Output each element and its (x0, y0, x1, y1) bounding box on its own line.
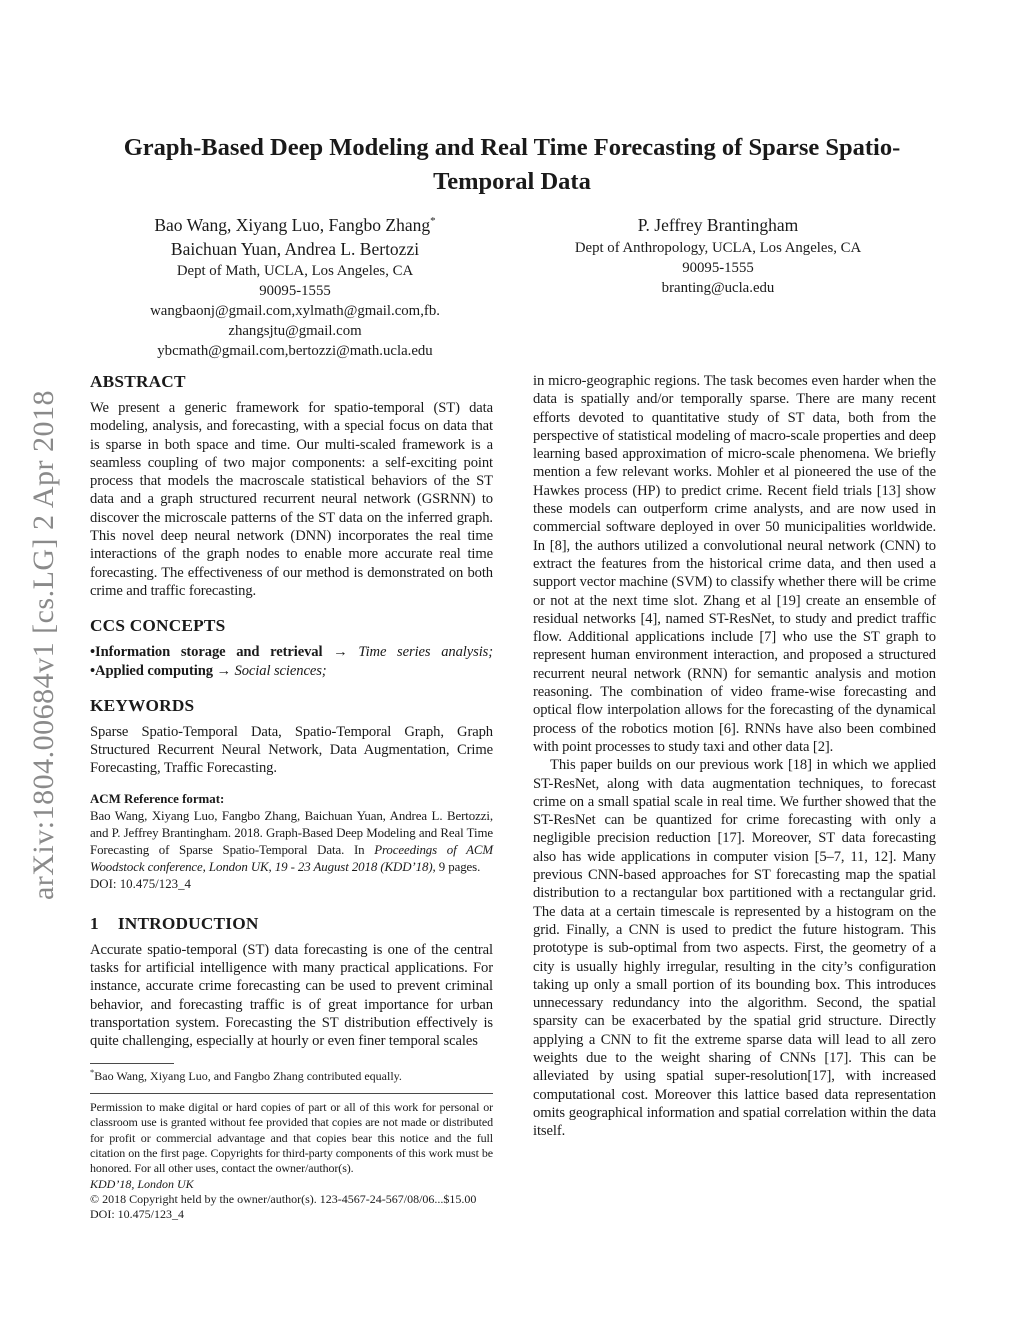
author-block-left (90, 214, 500, 361)
introduction-number: 1 (90, 913, 99, 933)
ccs-arrow-1: → (322, 644, 359, 661)
introduction-paragraph: Accurate spatio-temporal (ST) data forecasting is one of the central tasks for artificial intelligence with many practical applications. For instance, accurate crime forecasting can be used to prevent criminal behavior, and forecasting traffic is of great importance for urban transportation system. Forecasting the ST distribution effectively is quite challenging, especially at hourly or even finer temporal scales (90, 941, 493, 1050)
permission-notice: Permission to make digital or hard copies of part or all of this work for personal or classroom use is granted without fee provided that copies are not made or distributed for profit or commercial advantage and that copies bear this notice and the full citation on the first page. Copyrights for third-party components of this work must be honored. For all other uses, contact the owner/author(s). (90, 1100, 493, 1176)
ccs-topic-1: Time series analysis; (358, 644, 494, 661)
author-names-line2: Baichuan Yuan, Andrea L. Bertozzi (170, 238, 420, 259)
ccs-topic-2: Social sciences; (234, 662, 327, 679)
footnote-rule (90, 1063, 174, 1064)
author-section (90, 214, 936, 361)
ccs-bullet-1: • (90, 644, 96, 661)
author-contrib-asterisk: * (430, 215, 436, 228)
author-email-line1: wangbaonj@gmail.com,xylmath@gmail.com,fb. (150, 303, 440, 319)
body-paragraph-2: This paper builds on our previous work [18] in which we applied ST-ResNet, along with data augmentation techniques, to forecast crime on a small spatial scale in real time. We further showed that the ST-ResNet can be quantized for crime forecasting with only a negligible precision reduction [17]. Moreover, ST data forecasting also has wide applications in computer vision [5–7, 11, 12]. Many previous CNN-based approaches for ST forecasting map the spatial distribution to a rectangular box partitioned with a rectangular grid. The data at a certain timescale is represented by a histogram on the grid. Finally, a CNN is used to predict the future histogram. This prototype is sub-optimal from two aspects. First, the geometry of a city is usually highly irregular, resulting in the city’s configuration taking up only a small portion of its bounding box. This introduces unnecessary redundancy into the algorithm. Second, the spatial sparsity can be exacerbated by the spatial grid structure. Directly applying a CNN to fit the extreme sparse data will lead to all zero weights due to the weight sharing of CNNs [17]. This can be alleviated by using spatial super-resolution[17], with increased computational cost. Moreover this lattice based data representation omits geographical information and spatial correlation within the data itself. (533, 757, 936, 1140)
two-column-body (90, 372, 936, 1222)
author-email-line2: zhangsjtu@gmail.com (228, 323, 362, 339)
author-email-line3: ybcmath@gmail.com,bertozzi@math.ucla.edu (157, 343, 433, 359)
paper-title (0, 131, 1024, 199)
ccs-arrow-2: → (212, 662, 235, 679)
abstract-body: We present a generic framework for spatio-temporal (ST) data modeling, analysis, and forecasting, with a special focus on data that is sparse in both space and time. Our multi-scaled framework is a seamless coupling of two major components: a self-exciting point process that models the macroscale statistical behaviors of the ST data and a graph structured recurrent neural network (GSRNN) to discover the microscale patterns of the ST data on the inferred graph. This novel deep neural network (DNN) incorporates the real time interactions of the graph nodes to enable more accurate real time forecasting. The effectiveness of our method is demonstrated on both crime and traffic forecasting. (90, 400, 493, 599)
introduction-heading (90, 914, 493, 934)
author-postcode-left: 90095-1555 (259, 283, 331, 299)
ccs-bullet-2: • (90, 662, 96, 679)
author-affiliation-left: Dept of Math, UCLA, Los Angeles, CA (176, 263, 414, 279)
arxiv-watermark: arXiv:1804.00684v1 [cs.LG] 2 Apr 2018 (27, 389, 60, 901)
acm-ref-text-1: Bao Wang, Xiyang Luo, Fangbo Zhang, Baichuan Yuan, Andrea L. Bertozzi, and P. Jeffrey Brantingham. 2018. Graph-Based Deep Modeling and Real Time Forecasting of Sparse Spatio-Temporal Data. In (90, 808, 493, 857)
paper-title-text: Graph-Based Deep Modeling and Real Time Forecasting of Sparse Spatio-Temporal Data (123, 134, 901, 195)
author-email-right: branting@ucla.edu (661, 279, 775, 296)
ccs-concept-2: Applied computing (95, 662, 213, 679)
keywords-heading: KEYWORDS (90, 695, 195, 715)
ccs-heading: CCS CONCEPTS (90, 616, 226, 636)
introduction-title: INTRODUCTION (117, 913, 259, 933)
doi-line: DOI: 10.475/123_4 (90, 1207, 184, 1222)
acm-reference-body (90, 808, 493, 876)
author-names-line1 (90, 214, 500, 238)
acm-ref-proceedings: Proceedings of ACM Woodstock conference, London UK, 19 - 23 August 2018 (KDD’18), (90, 842, 493, 874)
left-column (90, 372, 493, 1222)
author-block-right (500, 214, 936, 361)
body-paragraph-1: in micro-geographic regions. The task becomes even harder when the data is spatially and/or temporally sparse. There are many recent efforts devoted to quantitative study of ST data, both from the perspective of statistical modeling of macro-scale properties and deep learning based approximation of micro-scale phenomena. We briefly mention a few relevant works. Mohler et al pioneered the use of the Hawkes process (HP) to predict crime. Recent field trials [13] show these models can outperform crime analysts, and are now used in commercial software deployed in over 50 municipalities worldwide. In [8], the authors utilized a convolutional neural network (CNN) to extract the features from the historical crime data, and then used a support vector machine (SVM) to classify whether there will be crime or not at the next time slot. Zhang et al [19] create an ensemble of residual networks [4], named ST-ResNet, to study and predict traffic flow. Additional applications include [7] who use the ST graph to represent human environment interaction, and proposed a structured recurrent neural network (RNN) for semantic analysis and motion reasoning. The combination of video frame-wise forecasting and optical flow interpolation allows for the forecasting of the dynamical process of the robotics motion [6]. RNNs have also been combined with point processes to study taxi and other data [2]. (533, 373, 936, 755)
keywords-body: Sparse Spatio-Temporal Data, Spatio-Temporal Graph, Graph Structured Recurrent Neural Network, Data Augmentation, Crime Forecasting, Traffic Forecasting. (90, 723, 493, 777)
copyright-line: © 2018 Copyright held by the owner/author(s). 123-4567-24-567/08/06...$15.00 (90, 1191, 477, 1206)
right-column (533, 372, 936, 1222)
author-name-right: P. Jeffrey Brantingham (637, 215, 799, 235)
ccs-body (90, 643, 493, 680)
abstract-heading: ABSTRACT (90, 372, 186, 391)
acm-ref-text-2: 9 pages. (435, 859, 481, 874)
author-postcode-right: 90095-1555 (682, 259, 754, 276)
contribution-footnote-text: Bao Wang, Xiyang Luo, and Fangbo Zhang contributed equally. (94, 1068, 402, 1083)
ccs-concept-1: Information storage and retrieval (95, 644, 323, 661)
copyright-rule (90, 1093, 493, 1094)
venue-line: KDD’18, London UK (90, 1176, 194, 1191)
author-affiliation-right: Dept of Anthropology, UCLA, Los Angeles, CA (574, 239, 862, 256)
author-names-line1-text: Bao Wang, Xiyang Luo, Fangbo Zhang (154, 215, 431, 235)
contribution-footnote (90, 1066, 493, 1085)
acm-reference-heading: ACM Reference format: (90, 791, 225, 806)
acm-reference-doi: DOI: 10.475/123_4 (90, 876, 191, 891)
contribution-footnote-mark: * (90, 1066, 95, 1077)
